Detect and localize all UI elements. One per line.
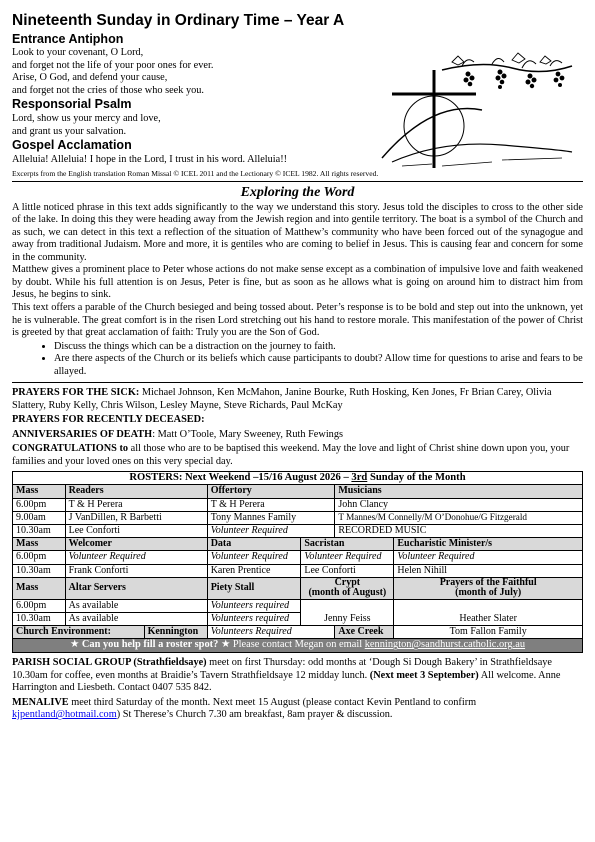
table-row: Mass Readers Offertory Musicians (13, 485, 583, 498)
table-row: Church Environment: Kennington Volunteers Required Axe Creek Tom Fallon Family (13, 626, 583, 639)
entrance-line: and forget not the cries of those who seek you. (12, 84, 204, 96)
table-row: 10.30am Lee Conforti Volunteer Required RECORDED MUSIC (13, 525, 583, 538)
table-row: 10.30am Frank Conforti Karen Prentice Lee Conforti Helen Nihill (13, 564, 583, 577)
gospel-line: Alleluia! Alleluia! I hope in the Lord, I trust in his word. Alleluia!! (12, 153, 288, 165)
deceased-label: PRAYERS FOR RECENTLY DECEASED: (12, 414, 205, 426)
exploring-heading: Exploring the Word (240, 184, 355, 200)
congratulations (12, 443, 583, 468)
roster-table (12, 471, 583, 653)
page-title: Nineteenth Sunday in Ordinary Time – Year A (12, 12, 345, 29)
anniversaries (12, 429, 583, 442)
psalm-line: and grant us your salvation. (12, 125, 127, 137)
table-row: Mass Welcomer Data Sacristan Eucharistic Minister/s (13, 538, 583, 551)
entrance-line: and forget not the life of your poor ones for ever. (12, 59, 214, 71)
roster-email-link[interactable]: kennington@sandhurst.catholic.org.au (364, 639, 526, 651)
anniv-label: ANNIVERSARIES OF DEATH (12, 428, 153, 440)
entrance-line: Look to your covenant, O Lord, (12, 47, 144, 59)
prayers-deceased (12, 414, 583, 427)
psalm-line: Lord, show us your mercy and love, (12, 113, 161, 125)
menalive-email-link[interactable]: kjpentland@hotmail.com (12, 709, 117, 721)
menalive-notice: MENALIVE meet third Saturday of the month. Next meet 15 August (please contact Kevin Pentland to confirm kjpentland@hotmail.com) St Therese’s Church 7.30 am breakfast, 8am prayer & discussion. (12, 696, 477, 721)
star-icon: ★ (220, 639, 231, 651)
anniv-names: : Matt O’Toole, Mary Sweeney, Ruth Fewings (152, 428, 343, 440)
exploring-paragraph: This text offers a parable of the Church besieged and being tossed about. Peter’s response is to be bold and step out into the unknown, yet he is vulnerable. The great comfort is in the risen Lord stretching out his hand to restore morale. This manifestation of the power of Christ is greeted by that great acclamation of faith: Truly you are the Son of God. (12, 302, 583, 339)
gospel-heading: Gospel Acclamation (12, 138, 132, 153)
table-row: 10.30am As available Volunteers required (13, 612, 583, 625)
liturgy-section (12, 12, 583, 166)
prayers-sick (12, 387, 583, 412)
congrats-text: all those who are to be baptised this weekend. May the love and light of Christ shine down upon you, your families and your loved ones on this very special day. (12, 443, 570, 468)
exploring-paragraph: A little noticed phrase in this text adds significantly to the way we understand this story. Jesus told the disciples to cross to the other side of the lake. In doing this they were heading away from the Jewish region and into gentile territory. The boat is a symbol of the Church and as such, we can detect in this text a reflection of the situation of Matthew’s community who have been forced out of the synagogue and away from traditional Judaism. More and more, it is gentiles who are coming to belief in Jesus. This is causing fear and concern for some in the community. (12, 201, 583, 263)
entrance-heading: Entrance Antiphon (12, 31, 124, 46)
copyright-notice: Excerpts from the English translation Roman Missal © ICEL 2011 and the Lectionary © ICEL 1982. All rights reserved. (12, 169, 583, 181)
list-item: • Discuss the things which can be a distraction on the journey to faith. (54, 341, 583, 354)
sick-label: PRAYERS FOR THE SICK: (12, 387, 140, 399)
roster-help-banner: ★ Can you help fill a roster spot? ★ Please contact Megan on email kennington@sandhurst.catholic.org.au (13, 639, 583, 653)
table-row: Mass Altar Servers Piety Stall Crypt (month of August) Prayers of the Faithful (month of July) (13, 577, 583, 599)
congrats-label: CONGRATULATIONS to (12, 443, 129, 455)
exploring-paragraph: Matthew gives a prominent place to Peter whose actions do not make sense except as a combination of impulsive love and faith weakened by doubt. While his full attention is on Jesus, Peter is fine, but as soon as he allows what is going on around him to distract him from Jesus, he begins to sink. (12, 264, 583, 301)
roster-title: ROSTERS: Next Weekend –15/16 August 2026 – 3rd Sunday of the Month (13, 471, 583, 485)
table-row: 9.00am J VanDillen, R Barbetti Tony Mannes Family T Mannes/M Connelly/M O’Donohue/G Fitzgerald (13, 511, 583, 524)
sick-names: Michael Johnson, Ken McMahon, Janine Bourke, Ruth Hosking, Ken Jones, Fr Brian Carey, Olivia Slattery, Ruby Kelly, Chris Wilson, Lesley Mayne, Steve Richards, Paul McKay (12, 387, 552, 411)
entrance-line: Arise, O God, and defend your cause, (12, 72, 168, 84)
discussion-list (12, 341, 583, 379)
list-item: • Are there aspects of the Church or its beliefs which cause participants to doubt? Allow time for questions to arise and fears to be allayed. (54, 353, 583, 378)
parish-social-group: PARISH SOCIAL GROUP (Strathfieldsaye) meet on first Thursday: odd months at ‘Dough Si Dough Bakery’ in Strathfieldsaye 10.30am for coffee, even months at Braidie’s Tavern Strathfieldsaye 12 midday lunch. (Next meet 3 September) All welcome. Anne Harrington and Liesbeth. Contact 0407 535 842. (12, 657, 561, 694)
table-row: 6.00pm Volunteer Required Volunteer Required Volunteer Required Volunteer Required (13, 551, 583, 564)
crucifix-vine-icon (372, 40, 577, 172)
table-row: 6.00pm As available Volunteers required Jenny Feiss Heather Slater (13, 599, 583, 612)
divider (12, 382, 583, 383)
star-icon: ★ (69, 639, 80, 651)
psalm-heading: Responsorial Psalm (12, 97, 132, 112)
table-row: 6.00pm T & H Perera T & H Perera John Clancy (13, 498, 583, 511)
